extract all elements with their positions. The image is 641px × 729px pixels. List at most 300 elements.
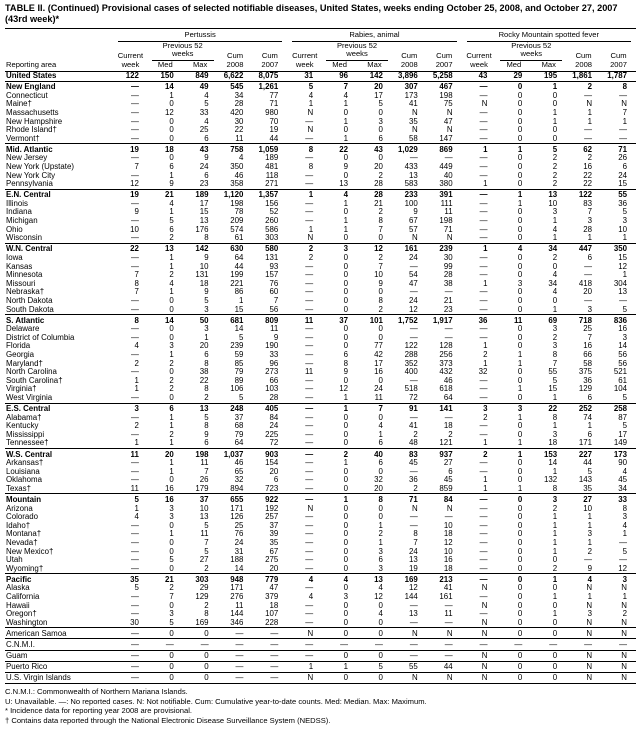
value-cell: 3 (496, 403, 531, 414)
value-cell: 0 (148, 672, 183, 683)
value-cell: 24 (199, 163, 209, 171)
table-row (5, 530, 636, 539)
value-cell: 14 (548, 459, 558, 468)
value-cell: 0 (517, 601, 523, 610)
value-cell: 1 (587, 593, 593, 601)
value-cell: — (305, 342, 314, 351)
value-cell: — (305, 296, 314, 305)
value-cell: 0 (496, 672, 531, 683)
value-cell: 718 (566, 315, 601, 326)
value-cell: — (584, 91, 593, 100)
value-cell: 74 (583, 413, 593, 422)
value-cell: 0 (517, 467, 523, 476)
value-cell: 44 (234, 262, 244, 271)
reporting-area-header: Reporting area (6, 59, 57, 69)
value-cell: N (621, 618, 627, 627)
value-cell: 8 (552, 413, 558, 422)
value-cell: 304 (613, 279, 627, 288)
value-cell: — (496, 639, 531, 650)
value-cell: 0 (343, 584, 349, 593)
value-cell: 21 (443, 296, 453, 305)
value-cell: 0 (517, 564, 523, 573)
value-cell: 373 (439, 359, 453, 368)
value-cell: 6 (204, 171, 209, 180)
value-cell: — (287, 449, 322, 460)
value-cell: — (305, 134, 314, 143)
value-cell: 0 (517, 271, 523, 280)
value-cell: — (479, 504, 488, 513)
table-row (5, 485, 636, 494)
value-cell: 15 (618, 253, 627, 262)
value-cell: 2 (134, 359, 139, 368)
reporting-area-cell: Tennessee† (6, 439, 49, 448)
value-cell: 252 (566, 403, 601, 414)
value-cell: 0 (343, 108, 349, 117)
value-cell: 3 (343, 593, 349, 601)
value-cell: 11 (113, 449, 148, 460)
value-cell: 0 (517, 610, 523, 619)
value-cell: 1 (483, 279, 488, 288)
notifiable-diseases-table (5, 28, 636, 684)
value-cell: — (619, 538, 627, 547)
value-cell: 0 (357, 628, 392, 639)
value-cell: 1 (483, 439, 488, 448)
value-cell: 31 (304, 71, 314, 81)
value-cell: 0 (517, 530, 523, 539)
value-cell: — (479, 385, 488, 394)
reporting-area-cell: Washington (6, 618, 48, 627)
value-cell: 1,917 (427, 315, 462, 326)
value-cell: 42 (374, 350, 383, 359)
value-cell: 0 (552, 556, 558, 565)
value-cell: 0 (517, 108, 523, 117)
value-cell: 129 (195, 593, 209, 601)
value-cell: 30 (443, 253, 453, 262)
value-cell: — (584, 134, 593, 143)
value-cell: 2 (204, 564, 209, 573)
med-header: Med (157, 59, 173, 69)
table-row (5, 414, 636, 423)
value-cell: 1 (552, 593, 558, 601)
value-cell: 1 (378, 521, 383, 530)
value-cell: 0 (169, 117, 174, 126)
value-cell: — (305, 467, 314, 476)
value-cell: 188 (230, 556, 244, 565)
value-cell: 199 (230, 271, 244, 280)
reporting-area-cell: Missouri (6, 279, 36, 288)
value-cell: 26 (199, 476, 209, 485)
value-cell: 0 (496, 81, 531, 92)
max-header: Max (367, 59, 382, 69)
value-cell: — (462, 81, 497, 92)
value-cell: — (305, 271, 314, 280)
value-cell: 79 (234, 430, 244, 439)
table-row (5, 180, 636, 189)
value-cell: 65 (234, 467, 244, 476)
value-cell: 1 (517, 199, 523, 208)
table-row (5, 271, 636, 280)
value-cell: 903 (252, 449, 287, 460)
value-cell: 0 (343, 521, 349, 530)
value-cell: 1 (169, 171, 174, 180)
value-cell: 0 (343, 279, 349, 288)
value-cell: 0 (343, 154, 349, 163)
value-cell: 15 (618, 180, 627, 189)
value-cell: 0 (496, 574, 531, 585)
value-cell: 57 (408, 225, 418, 234)
value-cell: 189 (265, 154, 279, 163)
reporting-area-cell: North Carolina (6, 368, 57, 377)
value-cell: 12 (443, 538, 453, 547)
value-cell: 38 (443, 279, 453, 288)
value-cell: N (412, 126, 418, 135)
value-cell: 0 (517, 430, 523, 439)
value-cell: 1 (531, 81, 566, 92)
value-cell: 6 (343, 350, 349, 359)
value-cell: 58 (408, 134, 418, 143)
value-cell: — (409, 325, 418, 334)
value-cell: 3 (322, 243, 357, 254)
value-cell: — (479, 513, 488, 522)
value-cell: — (252, 639, 287, 650)
value-cell: 17 (374, 91, 383, 100)
cum-2007-header: Cum 2007 (261, 51, 279, 69)
value-cell: — (619, 134, 627, 143)
value-cell: 16 (583, 342, 593, 351)
value-cell: 23 (443, 305, 453, 314)
value-cell: 3 (517, 279, 523, 288)
value-cell: — (479, 91, 488, 100)
value-cell: 2 (308, 253, 314, 262)
value-cell: 21 (148, 574, 183, 585)
value-cell: 8 (357, 494, 392, 505)
value-cell: 9 (204, 154, 209, 163)
value-cell: — (479, 305, 488, 314)
value-cell: 4 (343, 91, 349, 100)
reporting-area-cell: Iowa (6, 253, 23, 262)
value-cell: 12 (374, 593, 383, 601)
value-cell: 16 (583, 163, 593, 171)
reporting-area-cell: Pacific (5, 574, 113, 585)
reporting-area-cell: Virginia† (6, 385, 37, 394)
value-cell: 9 (134, 208, 139, 217)
value-cell: 1,357 (252, 189, 287, 200)
value-cell: 0 (517, 584, 523, 593)
value-cell: 9 (413, 208, 418, 217)
value-cell: 1 (134, 376, 139, 385)
value-cell: 2 (552, 180, 558, 189)
value-cell: 5,258 (432, 71, 453, 81)
table-row (5, 476, 636, 485)
value-cell: 0 (531, 672, 566, 683)
value-cell: 0 (531, 650, 566, 661)
value-cell: 11 (235, 601, 244, 610)
value-cell: — (305, 584, 314, 593)
previous-52-weeks-label: Previous 52 weeks (500, 42, 562, 61)
value-cell: N (586, 584, 593, 593)
value-cell: 55 (392, 661, 427, 672)
value-cell: 143 (578, 476, 593, 485)
value-cell: 260 (265, 217, 279, 226)
value-cell: 1 (622, 234, 627, 243)
value-cell: 87 (618, 413, 627, 422)
value-cell: 10 (130, 225, 139, 234)
value-cell: 1 (552, 422, 558, 431)
value-cell: 55 (548, 368, 558, 377)
value-cell: 0 (183, 661, 218, 672)
value-cell: N (601, 650, 636, 661)
value-cell: — (130, 253, 139, 262)
med-header: Med (506, 59, 522, 69)
value-cell: 25 (583, 325, 593, 334)
value-cell: 4 (308, 91, 314, 100)
value-cell: 118 (265, 171, 279, 180)
value-cell: 6 (587, 393, 593, 402)
value-cell: 980 (265, 108, 279, 117)
value-cell: 3 (622, 333, 627, 342)
value-cell: 14 (234, 564, 244, 573)
value-cell: — (619, 556, 627, 565)
value-cell: 0 (517, 117, 523, 126)
value-cell: 0 (183, 628, 218, 639)
value-cell: 7 (134, 288, 139, 297)
previous-52-weeks-label: Previous 52 weeks (326, 42, 388, 61)
value-cell: 0 (517, 100, 523, 109)
value-cell: 2 (169, 376, 174, 385)
value-cell: 29 (199, 584, 209, 593)
value-cell: 31 (234, 547, 244, 556)
value-cell: 24 (374, 385, 383, 394)
value-cell: 24 (269, 422, 279, 431)
value-cell: 258 (601, 403, 636, 414)
value-cell: 6 (378, 439, 383, 448)
value-cell: 4 (622, 467, 627, 476)
value-cell: 28 (234, 100, 244, 109)
value-cell: 1 (622, 271, 627, 280)
value-cell: 420 (230, 108, 244, 117)
value-cell: 12 (164, 108, 174, 117)
value-cell: 350 (601, 243, 636, 254)
value-cell: 11 (235, 134, 244, 143)
value-cell: 14 (148, 81, 183, 92)
value-cell: 15 (548, 385, 558, 394)
value-cell: — (130, 538, 139, 547)
table-row (5, 522, 636, 531)
value-cell: 0 (517, 217, 523, 226)
value-cell: — (479, 234, 488, 243)
value-cell: 7 (204, 467, 209, 476)
value-cell: 2 (378, 171, 383, 180)
value-cell: — (305, 459, 314, 468)
value-cell: — (218, 639, 253, 650)
value-cell: N (586, 100, 593, 109)
value-cell: 7 (587, 333, 593, 342)
value-cell: 36 (618, 199, 627, 208)
value-cell: 0 (169, 333, 174, 342)
value-cell: 111 (440, 199, 453, 208)
value-cell: 213 (427, 574, 462, 585)
value-cell: 2 (462, 449, 497, 460)
value-cell: 0 (531, 628, 566, 639)
value-cell: — (305, 350, 314, 359)
value-cell: 1 (496, 449, 531, 460)
value-cell: — (479, 217, 488, 226)
header-group-row (5, 29, 636, 42)
value-cell: — (305, 556, 314, 565)
value-cell: 5 (239, 333, 244, 342)
value-cell: 56 (269, 305, 279, 314)
value-cell: — (479, 422, 488, 431)
value-cell: 1 (169, 530, 174, 539)
value-cell: — (305, 208, 314, 217)
value-cell: — (130, 556, 139, 565)
value-cell: — (305, 422, 314, 431)
value-cell: 101 (357, 315, 392, 326)
value-cell: 66 (269, 376, 279, 385)
value-cell: — (305, 180, 314, 189)
value-cell: 1 (517, 439, 523, 448)
value-cell: — (113, 639, 148, 650)
value-cell: 545 (218, 81, 253, 92)
value-cell: 0 (517, 556, 523, 565)
value-cell: 358 (230, 180, 244, 189)
value-cell: 1 (378, 538, 383, 547)
value-cell: — (619, 91, 627, 100)
value-cell: 8 (204, 385, 209, 394)
value-cell: 1 (169, 413, 174, 422)
value-cell: 28 (374, 180, 383, 189)
value-cell: 6 (378, 134, 383, 143)
value-cell: 0 (517, 325, 523, 334)
reporting-area-cell: New York (Upstate) (6, 163, 74, 171)
value-cell: 7 (134, 271, 139, 280)
footnote-cnmi: C.N.M.I.: Commonwealth of Northern Mariana Islands. (5, 686, 188, 696)
value-cell: 68 (234, 422, 244, 431)
value-cell: — (305, 385, 314, 394)
value-cell: 47 (408, 279, 418, 288)
table-row (5, 200, 636, 209)
value-cell: 1 (343, 100, 349, 109)
value-cell: — (479, 134, 488, 143)
value-cell: 6 (204, 350, 209, 359)
value-cell: 122 (125, 71, 139, 81)
value-cell: 391 (427, 189, 462, 200)
value-cell: 16 (164, 484, 174, 493)
table-row (5, 243, 636, 254)
value-cell: 405 (252, 403, 287, 414)
value-cell: 2 (134, 422, 139, 431)
value-cell: 85 (234, 359, 244, 368)
reporting-area-cell: Colorado (6, 513, 39, 522)
value-cell: 0 (343, 439, 349, 448)
value-cell: 64 (443, 393, 453, 402)
value-cell: 0 (343, 262, 349, 271)
table-row (5, 135, 636, 144)
value-cell: 209 (230, 217, 244, 226)
value-cell: 34 (548, 279, 558, 288)
value-cell: 5 (204, 413, 209, 422)
value-cell: 169 (392, 574, 427, 585)
value-cell: — (252, 661, 287, 672)
value-cell: 303 (183, 574, 218, 585)
value-cell: 22 (583, 171, 593, 180)
reporting-area-cell: California (6, 593, 40, 601)
value-cell: 1 (552, 117, 558, 126)
value-cell: 0 (378, 325, 383, 334)
value-cell: 24 (618, 171, 627, 180)
value-cell: 1 (552, 234, 558, 243)
value-cell: 12 (618, 564, 627, 573)
value-cell: N (462, 650, 497, 661)
value-cell: 3 (113, 403, 148, 414)
value-cell: 2 (169, 271, 174, 280)
value-cell: 256 (439, 350, 453, 359)
value-cell: 19 (113, 189, 148, 200)
value-cell: 0 (517, 163, 523, 171)
value-cell: 948 (218, 574, 253, 585)
value-cell: 0 (517, 225, 523, 234)
value-cell: — (479, 117, 488, 126)
value-cell: 11 (200, 530, 209, 539)
table-row (5, 385, 636, 394)
max-header: Max (541, 59, 556, 69)
value-cell: 132 (544, 476, 558, 485)
value-cell: 6 (273, 476, 279, 485)
value-cell: 1,120 (218, 189, 253, 200)
table-row (5, 226, 636, 235)
value-cell: N (462, 672, 497, 683)
value-cell: — (409, 333, 418, 342)
previous-52-weeks-header (496, 42, 566, 61)
value-cell: 11 (374, 393, 383, 402)
reporting-area-cell: Alabama† (6, 413, 42, 422)
value-cell: 0 (357, 672, 392, 683)
value-cell: 40 (443, 171, 453, 180)
value-cell: 0 (496, 661, 531, 672)
value-cell: 276 (230, 593, 244, 601)
value-cell: 433 (404, 163, 418, 171)
value-cell: 14 (618, 342, 627, 351)
value-cell: 18 (199, 279, 209, 288)
value-cell: 0 (552, 134, 558, 143)
value-cell: 15 (234, 305, 244, 314)
table-row (5, 368, 636, 377)
table-row (5, 360, 636, 369)
value-cell: 62 (566, 144, 601, 155)
value-cell: 1 (517, 359, 523, 368)
reporting-area-cell: Nebraska† (6, 288, 45, 297)
value-cell: 0 (552, 126, 558, 135)
value-cell: 8,075 (258, 71, 279, 81)
value-cell: 1 (483, 484, 488, 493)
reporting-area-cell: Michigan (6, 217, 38, 226)
value-cell: 195 (544, 71, 558, 81)
value-cell: 14 (148, 315, 183, 326)
reporting-area-cell: Oklahoma (6, 476, 42, 485)
value-cell: 19 (408, 564, 418, 573)
value-cell: 156 (265, 199, 279, 208)
value-cell: 0 (378, 333, 383, 342)
value-cell: 21 (148, 189, 183, 200)
value-cell: 37 (183, 494, 218, 505)
value-cell: 0 (343, 538, 349, 547)
value-cell: 2 (169, 430, 174, 439)
value-cell: — (566, 639, 601, 650)
value-cell: — (601, 639, 636, 650)
value-cell: — (130, 199, 139, 208)
value-cell: 0 (517, 376, 523, 385)
value-cell: 91 (392, 403, 427, 414)
